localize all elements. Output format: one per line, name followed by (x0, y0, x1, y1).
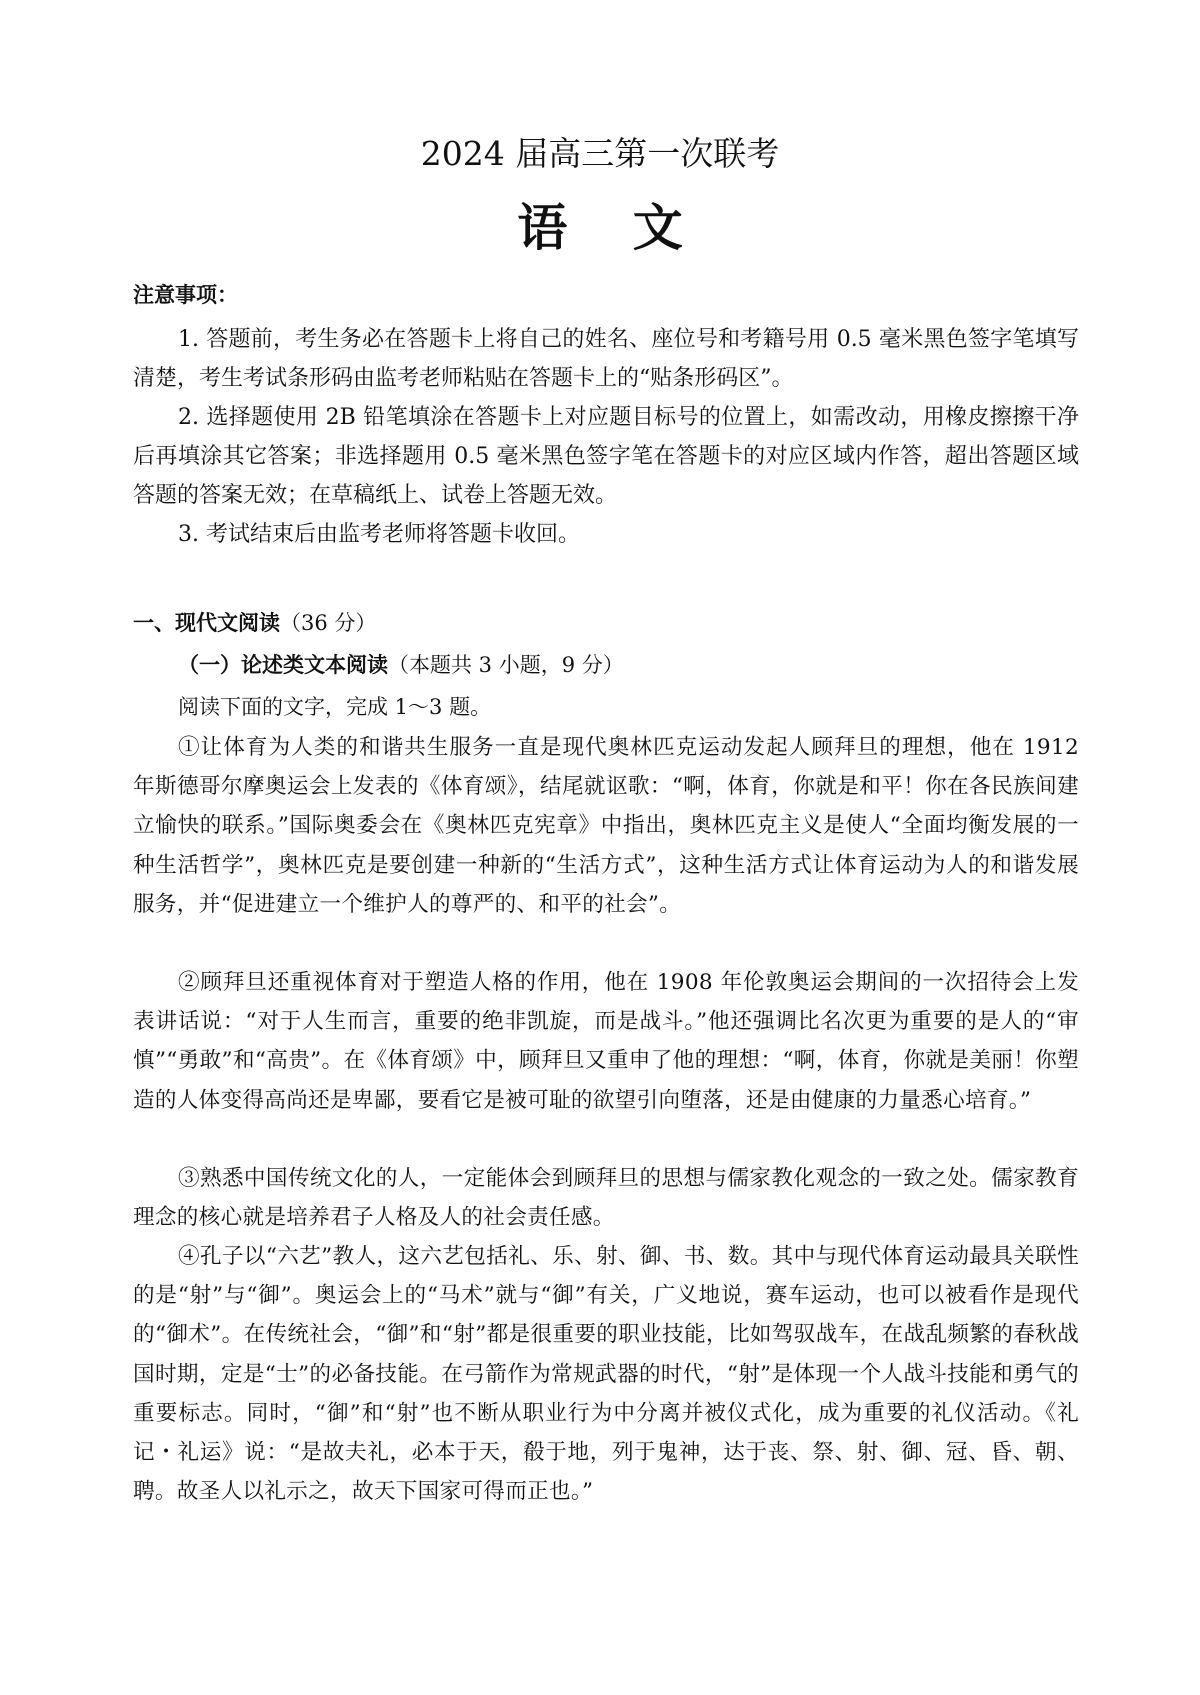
passage-paragraph-1: ①让体育为人类的和谐共生服务一直是现代奥林匹克运动发起人顾拜旦的理想，他在 1912 年斯德哥尔摩奥运会上发表的《体育颂》，结尾就讴歌：“啊，体育，你就是和平！你在各民族间建立愉快的联系。”国际奥委会在《奥林匹克宪章》中指出，奥林匹克主义是使人“全面均衡发展的一种生活哲学”，奥林匹克是要创建一种新的“生活方式”，这种生活方式让体育运动为人的和谐发展服务，并“促进建立一个维护人的尊严的、和平的社会”。 (133, 735, 1079, 917)
subject-title: 语 文 (517, 198, 707, 257)
passage-paragraph-2: ②顾拜旦还重视体育对于塑造人格的作用，他在 1908 年伦敦奥运会期间的一次招待会上发表讲话说：“对于人生而言，重要的绝非凯旋，而是战斗。”他还强调比名次更为重要的是人的“审慎”“勇敢”和“高贵”。在《体育颂》中，顾拜旦又重申了他的理想：“啊，体育，你就是美丽！你塑造的人体变得高尚还是卑鄙，要看它是被可耻的欲望引向堕落，还是由健康的力量悉心培育。” (133, 970, 1079, 1113)
section-heading-score: （36 分） (280, 611, 377, 635)
sub-heading-score: （本题共 3 小题，9 分） (388, 653, 624, 677)
notes-heading: 注意事项： (133, 283, 238, 307)
passage-paragraph-3: ③熟悉中国传统文化的人，一定能体会到顾拜旦的思想与儒家教化观念的一致之处。儒家教育理念的核心就是培养君子人格及人的社会责任感。 (133, 1166, 1079, 1231)
section-heading (133, 609, 376, 637)
sub-heading (178, 651, 624, 679)
passage-paragraph-4: ④孔子以“六艺”教人，这六艺包括礼、乐、射、御、书、数。其中与现代体育运动最具关联性的是“射”与“御”。奥运会上的“马术”就与“御”有关，广义地说，赛车运动，也可以被看作是现代的“御术”。在传统社会，“御”和“射”都是很重要的职业技能，比如驾驭战车，在战乱频繁的春秋战国时期，定是“士”的必备技能。在弓箭作为常规武器的时代，“射”是体现一个人战斗技能和勇气的重要标志。同时，“御”和“射”也不断从职业行为中分离并被仪式化，成为重要的礼仪活动。《礼记・礼运》说：“是故夫礼，必本于天，殽于地，列于鬼神，达于丧、祭、射、御、冠、昏、朝、聘。故圣人以礼示之，故天下国家可得而正也。” (133, 1244, 1079, 1505)
note-item-2: 2. 选择题使用 2B 铅笔填涂在答题卡上对应题目标号的位置上，如需改动，用橡皮擦擦干净后再填涂其它答案；非选择题用 0.5 毫米黑色签字笔在答题卡的对应区域内作答，超出答题区域答题的答案无效；在草稿纸上、试卷上答题无效。 (133, 405, 1079, 508)
reading-instruction: 阅读下面的文字，完成 1～3 题。 (178, 695, 492, 719)
exam-title: 2024 届高三第一次联考 (420, 134, 780, 173)
sub-heading-title: （一）论述类文本阅读 (178, 653, 388, 677)
note-item-1: 1. 答题前，考生务必在答题卡上将自己的姓名、座位号和考籍号用 0.5 毫米黑色签字笔填写清楚，考生考试条形码由监考老师粘贴在答题卡上的“贴条形码区”。 (133, 327, 1079, 391)
section-heading-title: 一、现代文阅读 (133, 611, 280, 635)
note-item-3: 3. 考试结束后由监考老师将答题卡收回。 (178, 522, 580, 547)
